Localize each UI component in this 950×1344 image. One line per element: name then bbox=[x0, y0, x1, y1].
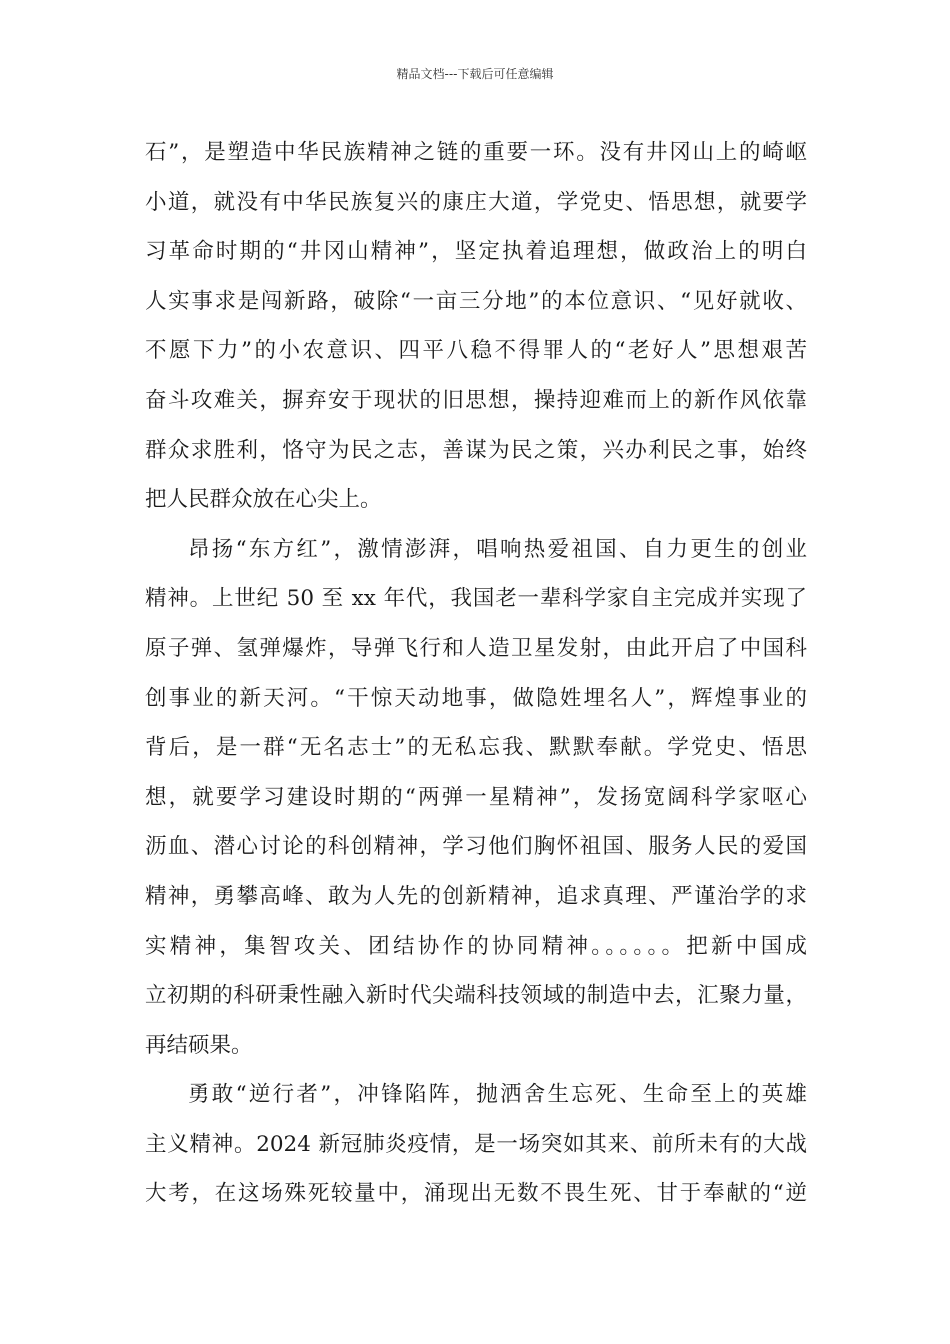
text-line: 小道，就没有中华民族复兴的康庄大道，学党史、悟思想，就要学 bbox=[145, 189, 807, 215]
text-line: 人实事求是闯新路，破除“一亩三分地”的本位意识、“见好就收、 bbox=[145, 288, 807, 314]
text-line: 大考，在这场殊死较量中，涌现出无数不畏生死、甘于奉献的“逆 bbox=[145, 1181, 807, 1207]
text-line: 群众求胜利，恪守为民之志，善谋为民之策，兴办利民之事，始终 bbox=[145, 437, 807, 463]
text-line: 习革命时期的“井冈山精神”，坚定执着追理想，做政治上的明白 bbox=[145, 239, 807, 265]
page-header: 精品文档---下载后可任意编辑 bbox=[396, 67, 554, 81]
text-line: 精神。上世纪 50 至 xx 年代，我国老一辈科学家自主完成并实现了 bbox=[145, 586, 807, 612]
text-line: 昂扬“东方红”，激情澎湃，唱响热爱祖国、自力更生的创业 bbox=[188, 536, 807, 562]
text-line: 奋斗攻难关，摒弃安于现状的旧思想，操持迎难而上的新作风依靠 bbox=[145, 387, 807, 413]
text-line: 精神，勇攀高峰、敢为人先的创新精神，追求真理、严谨治学的求 bbox=[145, 883, 807, 909]
text-line: 原子弹、氢弹爆炸，导弹飞行和人造卫星发射，由此开启了中国科 bbox=[145, 635, 807, 661]
text-line: 把人民群众放在心尖上。 bbox=[145, 487, 382, 513]
text-line: 不愿下力”的小农意识、四平八稳不得罪人的“老好人”思想艰苦 bbox=[145, 338, 807, 364]
paragraph-1 bbox=[145, 128, 807, 525]
text-line: 再结硕果。 bbox=[145, 1032, 253, 1058]
text-line: 沥血、潜心讨论的科创精神，学习他们胸怀祖国、服务人民的爱国 bbox=[145, 834, 807, 860]
text-line: 想，就要学习建设时期的“两弹一星精神”，发扬宽阔科学家呕心 bbox=[145, 784, 807, 810]
text-line: 勇敢“逆行者”，冲锋陷阵，抛洒舍生忘死、生命至上的英雄 bbox=[188, 1082, 807, 1108]
paragraph-3 bbox=[145, 1070, 807, 1219]
text-line: 石”，是塑造中华民族精神之链的重要一环。没有井冈山上的崎岖 bbox=[145, 140, 807, 165]
text-line: 背后，是一群“无名志士”的无私忘我、默默奉献。学党史、悟思 bbox=[145, 735, 807, 761]
paragraph-2 bbox=[145, 525, 807, 1071]
text-line: 创事业的新天河。“干惊天动地事，做隐姓埋名人”，辉煌事业的 bbox=[145, 685, 807, 711]
text-line: 主义精神。2024 新冠肺炎疫情，是一场突如其来、前所未有的大战 bbox=[145, 1131, 807, 1157]
text-line: 立初期的科研秉性融入新时代尖端科技领域的制造中去，汇聚力量， bbox=[145, 983, 807, 1009]
text-line: 实精神，集智攻关、团结协作的协同精神。。。。。。把新中国成 bbox=[145, 933, 807, 959]
document-body bbox=[145, 128, 807, 1219]
